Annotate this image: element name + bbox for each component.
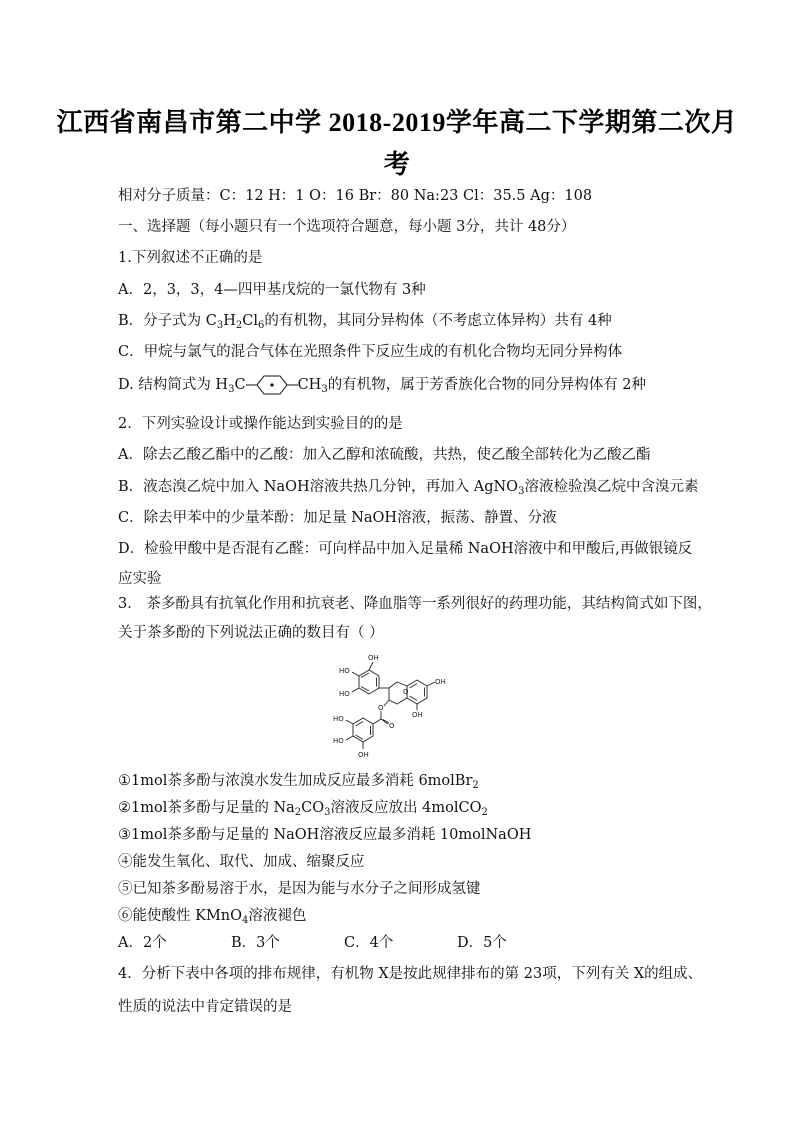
q1-d-ch3: CH xyxy=(297,377,322,393)
q1-d-c: C xyxy=(234,377,246,393)
q3-option-c: C．4个 xyxy=(344,935,394,951)
q3-statement-4: ④能发生氧化、取代、加成、缩聚反应 xyxy=(118,854,365,870)
q3-option-d: D．5个 xyxy=(457,935,507,951)
q1-b-sub1: 3 xyxy=(216,320,224,331)
ho-label: HO xyxy=(333,715,344,723)
q1-b-sub2: 2 xyxy=(235,320,243,331)
q1-b-text4: 的有机物，其同分异构体（不考虑立体异构）共有 4种 xyxy=(264,313,612,329)
q4-stem-line2: 性质的说法中肯定错误的是 xyxy=(118,999,292,1015)
doc-title-line2: 考 xyxy=(383,150,411,179)
doc-title-line1: 江西省南昌市第二中学 2018-2019学年高二下学期第二次月 xyxy=(56,108,738,137)
q2-option-a: A．除去乙酸乙酯中的乙酸：加入乙醇和浓硫酸，共热，使乙酸全部转化为乙酸乙酯 xyxy=(118,447,651,463)
section-heading: 一、选择题（每小题只有一个选项符合题意，每小题 3分，共计 48分） xyxy=(118,219,576,235)
ho-label: HO xyxy=(339,690,350,698)
q1-b-text1: B．分子式为 C xyxy=(118,313,217,329)
q3-s2-sub3: 2 xyxy=(481,807,488,818)
q3-s6-text2: 溶液褪色 xyxy=(248,908,307,924)
q3-stem-line2: 关于茶多酚的下列说法正确的数目有（ ） xyxy=(118,625,384,641)
oh-label: OH xyxy=(412,711,423,719)
q1-option-c: C．甲烷与氯气的混合气体在光照条件下反应生成的有机化合物均无同分异构体 xyxy=(118,344,623,360)
ho-label: HO xyxy=(339,667,350,675)
q3-s2-sub2: 3 xyxy=(324,807,331,818)
carbonyl-o-label: O xyxy=(389,722,395,730)
atomic-masses: 相对分子质量：C：12 H：1 O：16 Br：80 Na:23 Cl：35.5 Ag：108 xyxy=(118,188,593,204)
q1-d-text2: 的有机物，属于芳香族化合物的同分异构体有 2种 xyxy=(327,377,647,393)
q2-option-d-cont: 应实验 xyxy=(118,571,162,587)
ring-o-label: O xyxy=(403,688,409,696)
q1-option-b xyxy=(118,311,612,336)
oh-label: OH xyxy=(435,678,446,686)
q3-s6-sub: 4 xyxy=(242,915,249,926)
q3-s6-text1: ⑥能使酸性 KMnO xyxy=(118,908,243,924)
q3-s1-text: ①1mol茶多酚与浓溴水发生加成反应最多消耗 6molBr xyxy=(118,773,473,789)
q4-stem-line1: 4．分析下表中各项的排布规律，有机物 X是按此规律排布的第 23项，下列有关 X的组成、 xyxy=(118,966,703,982)
q1-d-sub2: 3 xyxy=(321,384,328,395)
q3-s2-text2: CO xyxy=(301,800,325,816)
q3-s1-sub: 2 xyxy=(472,780,479,791)
q3-statement-3: ③1mol茶多酚与足量的 NaOH溶液反应最多消耗 10molNaOH xyxy=(118,827,532,843)
oh-label: OH xyxy=(358,751,369,759)
q1-b-text2: H xyxy=(223,313,236,329)
q3-statement-2 xyxy=(118,798,488,823)
q1-b-text3: Cl xyxy=(242,313,258,329)
ho-label: HO xyxy=(333,737,344,745)
q2-option-c: C．除去甲苯中的少量苯酚：加足量 NaOH溶液，振荡、静置、分液 xyxy=(118,510,557,526)
q2-b-text1: B．液态溴乙烷中加入 NaOH溶液共热几分钟，再加入 AgNO xyxy=(118,479,519,495)
q1-option-d xyxy=(118,374,646,400)
q3-s2-text3: 溶液反应放出 4molCO xyxy=(330,800,482,816)
q3-option-b: B．3个 xyxy=(231,935,280,951)
q2-b-text2: 溶液检验溴乙烷中含溴元素 xyxy=(524,479,699,495)
oh-label: OH xyxy=(368,654,379,662)
para-xylene-ring-icon xyxy=(246,374,298,396)
q3-statement-1 xyxy=(118,771,479,796)
q1-stem: 1.下列叙述不正确的是 xyxy=(118,250,263,266)
q1-option-a: A．2，3，3，4—四甲基戊烷的一氯代物有 3种 xyxy=(118,282,426,298)
ester-o-label: O xyxy=(378,704,384,712)
q3-s2-sub1: 2 xyxy=(294,807,302,818)
q3-stem-line1: 3． 茶多酚具有抗氧化作用和抗衰老、降血脂等一系列很好的药理功能，其结构简式如下图， xyxy=(118,596,712,612)
q2-option-d: D．检验甲酸中是否混有乙醛：可向样品中加入足量稀 NaOH溶液中和甲酸后,再做银镜反 xyxy=(118,541,693,557)
q3-s2-text1: ②1mol茶多酚与足量的 Na xyxy=(118,800,295,816)
q3-statement-6 xyxy=(118,906,306,931)
q1-d-text1: D. 结构简式为 H xyxy=(118,377,229,393)
q2-stem: 2．下列实验设计或操作能达到实验目的的是 xyxy=(118,416,403,432)
q3-option-a: A．2个 xyxy=(118,935,167,951)
tea-polyphenol-structure xyxy=(328,648,468,766)
q2-b-sub1: 3 xyxy=(518,486,525,497)
q3-statement-5: ⑤已知茶多酚易溶于水，是因为能与水分子之间形成氢键 xyxy=(118,881,481,897)
q1-d-sub1: 3 xyxy=(228,384,235,395)
q2-option-b xyxy=(118,477,698,502)
q1-b-sub3: 6 xyxy=(258,320,265,331)
q3-options xyxy=(118,933,507,953)
